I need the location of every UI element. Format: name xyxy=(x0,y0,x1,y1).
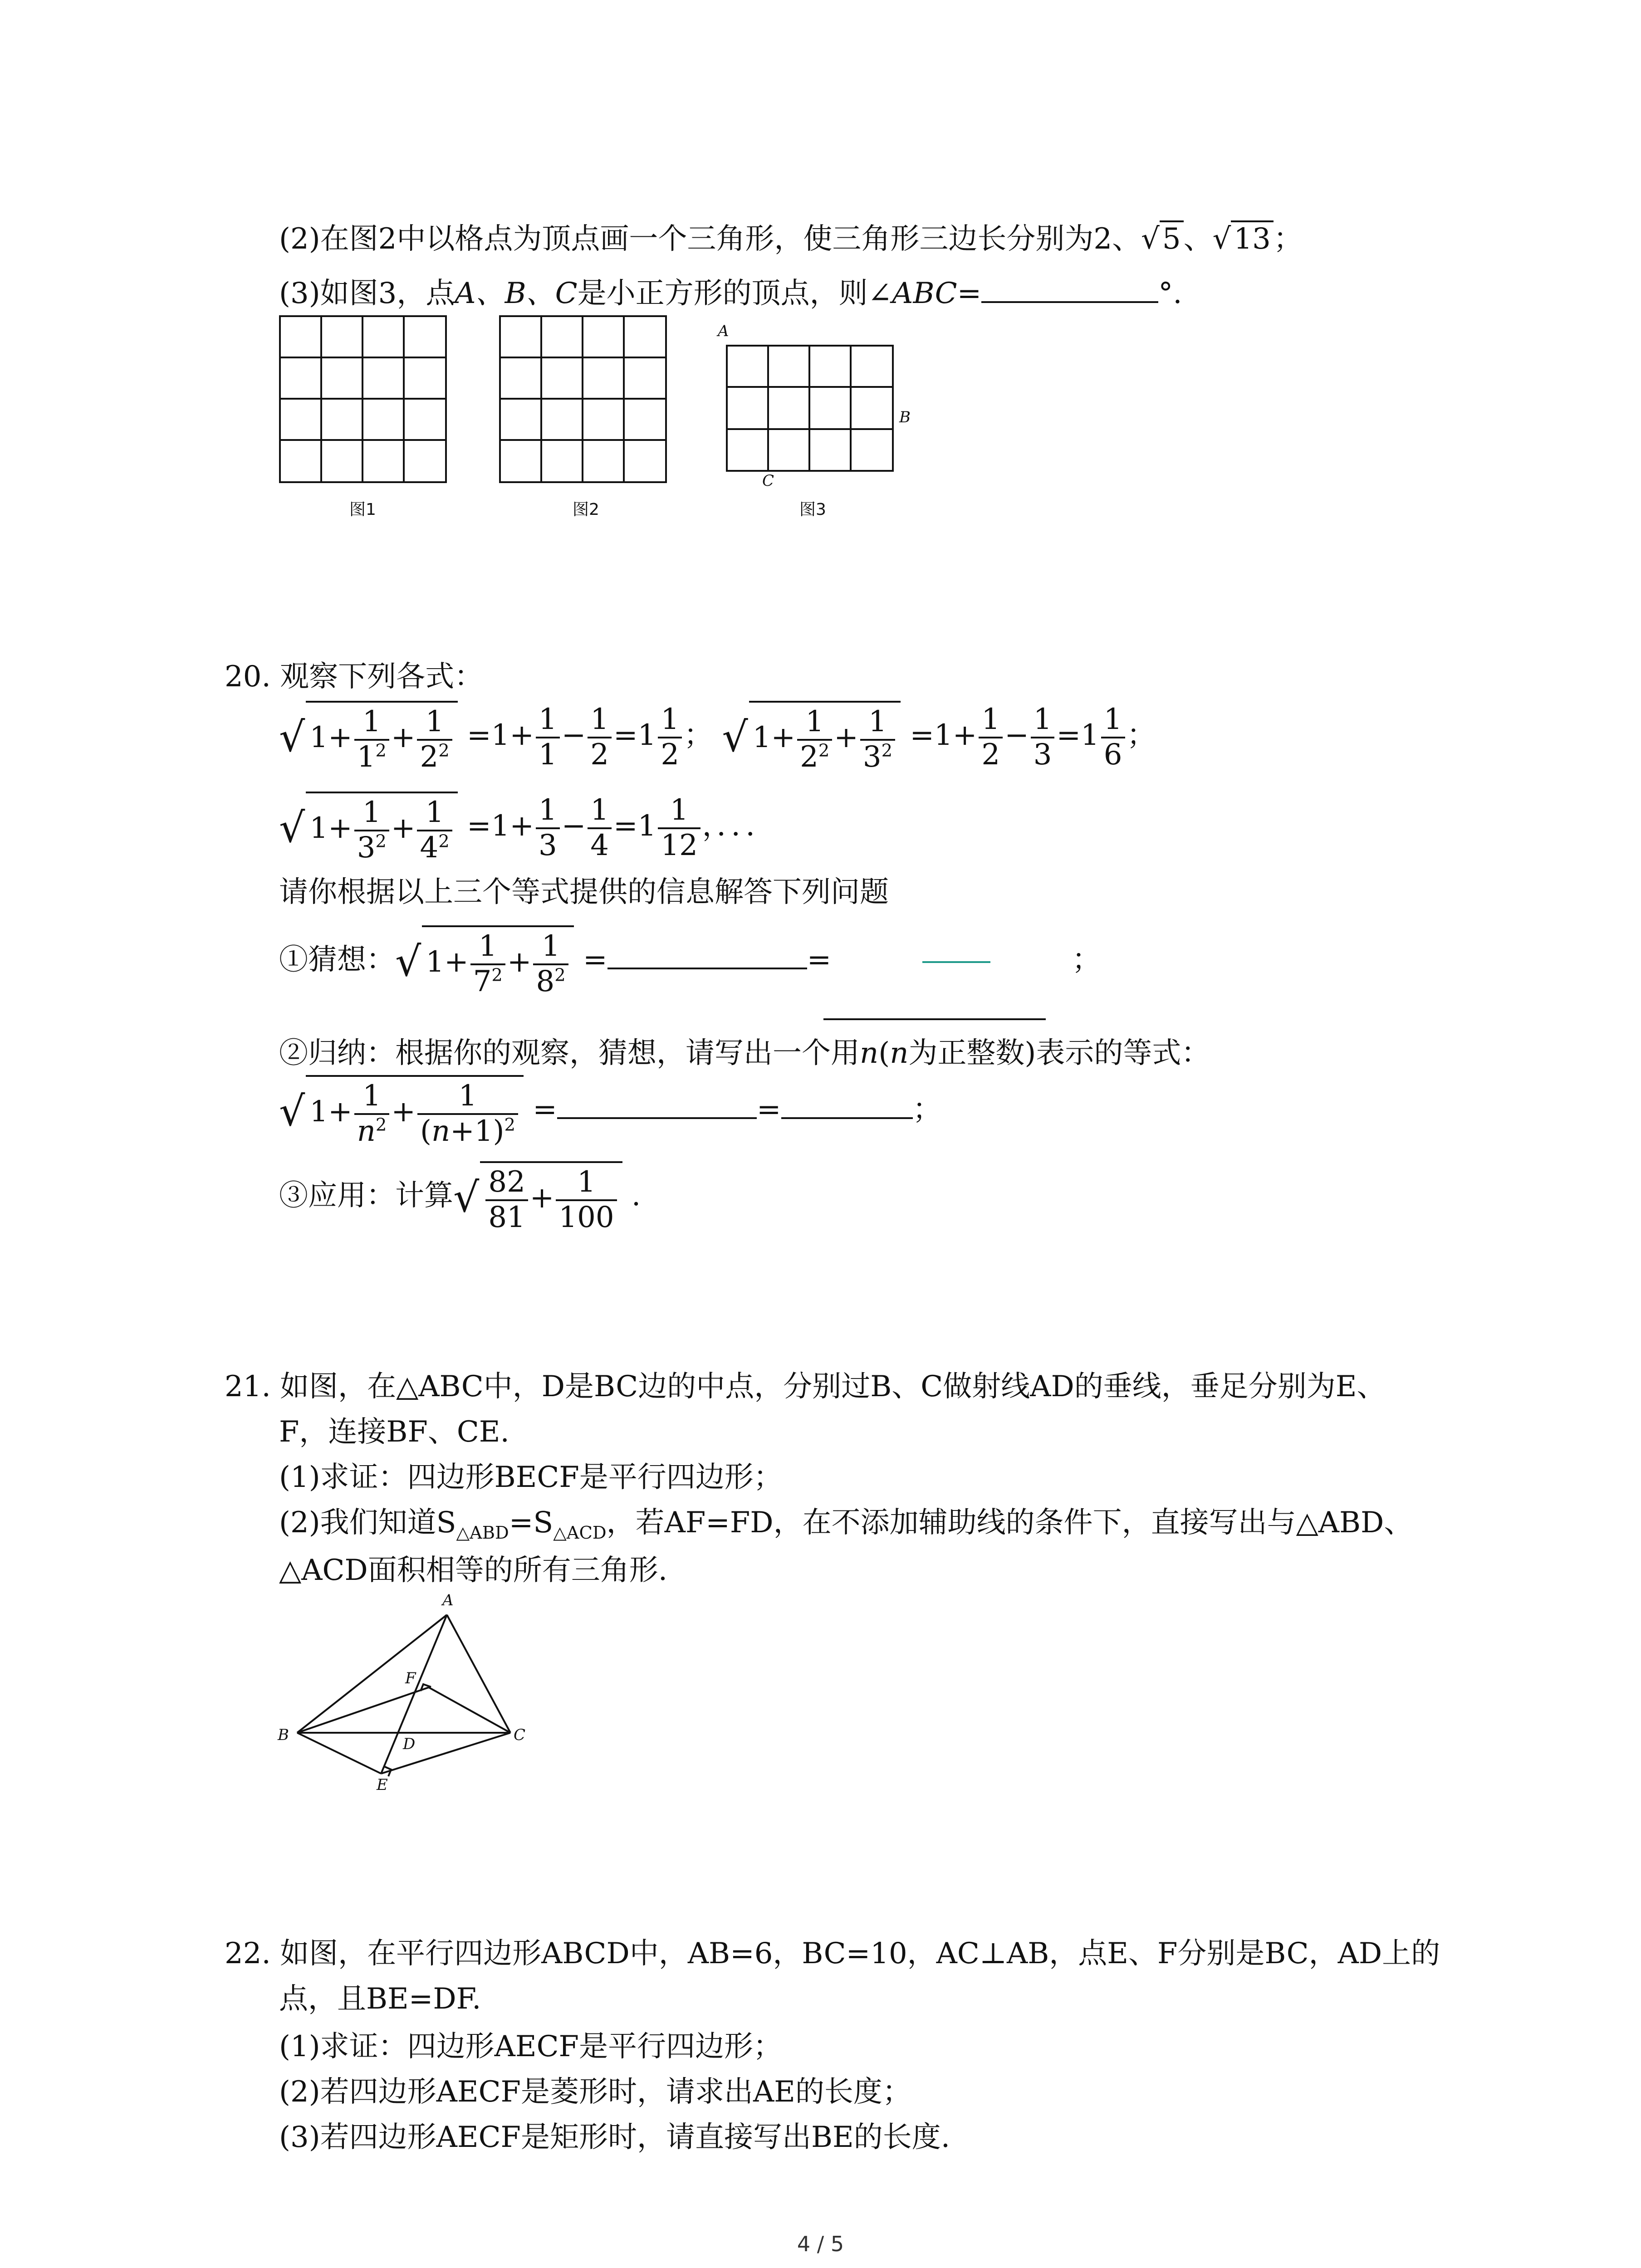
q21-line1: 21. 如图，在△ABC中，D是BC边的中点，分别过B、C做射线AD的垂线，垂足分别为E、 xyxy=(225,1370,1386,1403)
figure-3-caption: 图3 xyxy=(799,500,826,519)
q20-row1: √ 1+ $\frac{1}{1^2}$ + $\frac{1}{2^2}$ =1+ $\frac{1}{1}$ − $\frac{1}{2}$ =1 $\frac{1}{2}$ ； √ 1+ $\frac{1}{2^2}$ + $\frac{1}{3^2}$ =1+ $\frac{1}{2}$ − $\frac{1}{3}$ =1 $\frac{1}{6}$ ； xyxy=(279,701,1156,774)
q21-label-b: B xyxy=(278,1726,289,1744)
radical: √ 1+ $\frac{1}{n^2}$ + $\frac{1}{(n+1)^2}$ xyxy=(279,1075,524,1148)
q19-part2: (2)在图2中以格点为顶点画一个三角形，使三角形三边长分别为2、√5、√13； xyxy=(279,225,1303,254)
q21-label-f: F xyxy=(405,1669,416,1687)
q21-line5: △ACD面积相等的所有三角形. xyxy=(279,1554,668,1587)
q21-label-d: D xyxy=(403,1735,416,1753)
q21-label-a: A xyxy=(442,1591,454,1609)
q22-line4: (2)若四边形AECF是菱形时，请求出AE的长度； xyxy=(279,2075,911,2109)
q22-line1: 22. 如图，在平行四边形ABCD中，AB=6，BC=10，AC⊥AB，点E、F分别是BC，AD上的 xyxy=(225,1937,1440,1970)
q21-line3: (1)求证：四边形BECF是平行四边形； xyxy=(279,1461,783,1494)
q22-line5: (3)若四边形AECF是矩形时，请直接写出BE的长度. xyxy=(279,2121,950,2154)
q21-triangle-figure xyxy=(272,1597,544,1805)
guess-blank-2[interactable] xyxy=(823,1018,1046,1020)
figure-3-label-a: A xyxy=(718,322,729,340)
figure-2-caption: 图2 xyxy=(573,500,599,519)
figure-3-label-c: C xyxy=(762,472,774,490)
induce-blank-2[interactable] xyxy=(781,1117,913,1119)
q19-part3: (3)如图3，点A、B、C是小正方形的顶点，则∠ABC= °. xyxy=(279,277,1182,310)
q22-line2: 点，且BE=DF. xyxy=(279,1982,481,2016)
q21-line2: F，连接BF、CE. xyxy=(279,1415,509,1449)
page-number: 4 / 5 xyxy=(797,2232,844,2256)
q21-label-e: E xyxy=(377,1776,388,1794)
figure-1-grid xyxy=(279,315,447,483)
sqrt5: √5 xyxy=(1141,225,1184,254)
induce-blank-1[interactable] xyxy=(557,1117,757,1119)
q20-row2: √ 1+ $\frac{1}{3^2}$ + $\frac{1}{4^2}$ =1+ $\frac{1}{3}$ − $\frac{1}{4}$ =1 $\frac{1}{12}$ ，．．． xyxy=(279,792,775,865)
guess-blank-1[interactable] xyxy=(607,968,807,969)
q20-induce: ②归纳：根据你的观察，猜想，请写出一个用n(n为正整数)表示的等式： xyxy=(279,1036,1210,1070)
q20-prompt: 请你根据以上三个等式提供的信息解答下列问题 xyxy=(279,875,889,909)
radical: √ $\frac{82}{81}$ + $\frac{1}{100}$ xyxy=(453,1161,622,1234)
radical: √ 1+ $\frac{1}{2^2}$ + $\frac{1}{3^2}$ xyxy=(722,701,901,774)
figure-3-label-b: B xyxy=(899,408,911,426)
q20-apply: ③应用：计算√ $\frac{82}{81}$ + $\frac{1}{100}$ . xyxy=(279,1161,641,1234)
q20-title: 20. 观察下列各式： xyxy=(225,660,484,694)
q21-line4: (2)我们知道$S_{\triangle ABD}=S_{\triangle ACD}$，若AF=FD，在不添加辅助线的条件下，直接写出与△ABD、 xyxy=(279,1506,1413,1543)
q20-guess: ①猜想：√ 1+ $\frac{1}{7^2}$ + $\frac{1}{8^2}$ = = ； xyxy=(279,925,1101,998)
radical: √ 1+ $\frac{1}{7^2}$ + $\frac{1}{8^2}$ xyxy=(395,925,574,998)
radical: √ 1+ $\frac{1}{1^2}$ + $\frac{1}{2^2}$ xyxy=(279,701,458,774)
figure-3-grid xyxy=(726,345,894,472)
q22-line3: (1)求证：四边形AECF是平行四边形； xyxy=(279,2030,782,2063)
radical: √ 1+ $\frac{1}{3^2}$ + $\frac{1}{4^2}$ xyxy=(279,792,458,865)
figure-1-caption: 图1 xyxy=(349,500,376,519)
sqrt13: √13 xyxy=(1213,225,1274,254)
q20-general: √ 1+ $\frac{1}{n^2}$ + $\frac{1}{(n+1)^2}$ = = ； xyxy=(279,1075,942,1148)
q21-label-c: C xyxy=(514,1726,526,1744)
teal-fraction-bar xyxy=(922,961,990,963)
figure-2-grid xyxy=(499,315,667,483)
answer-blank[interactable] xyxy=(981,301,1158,303)
